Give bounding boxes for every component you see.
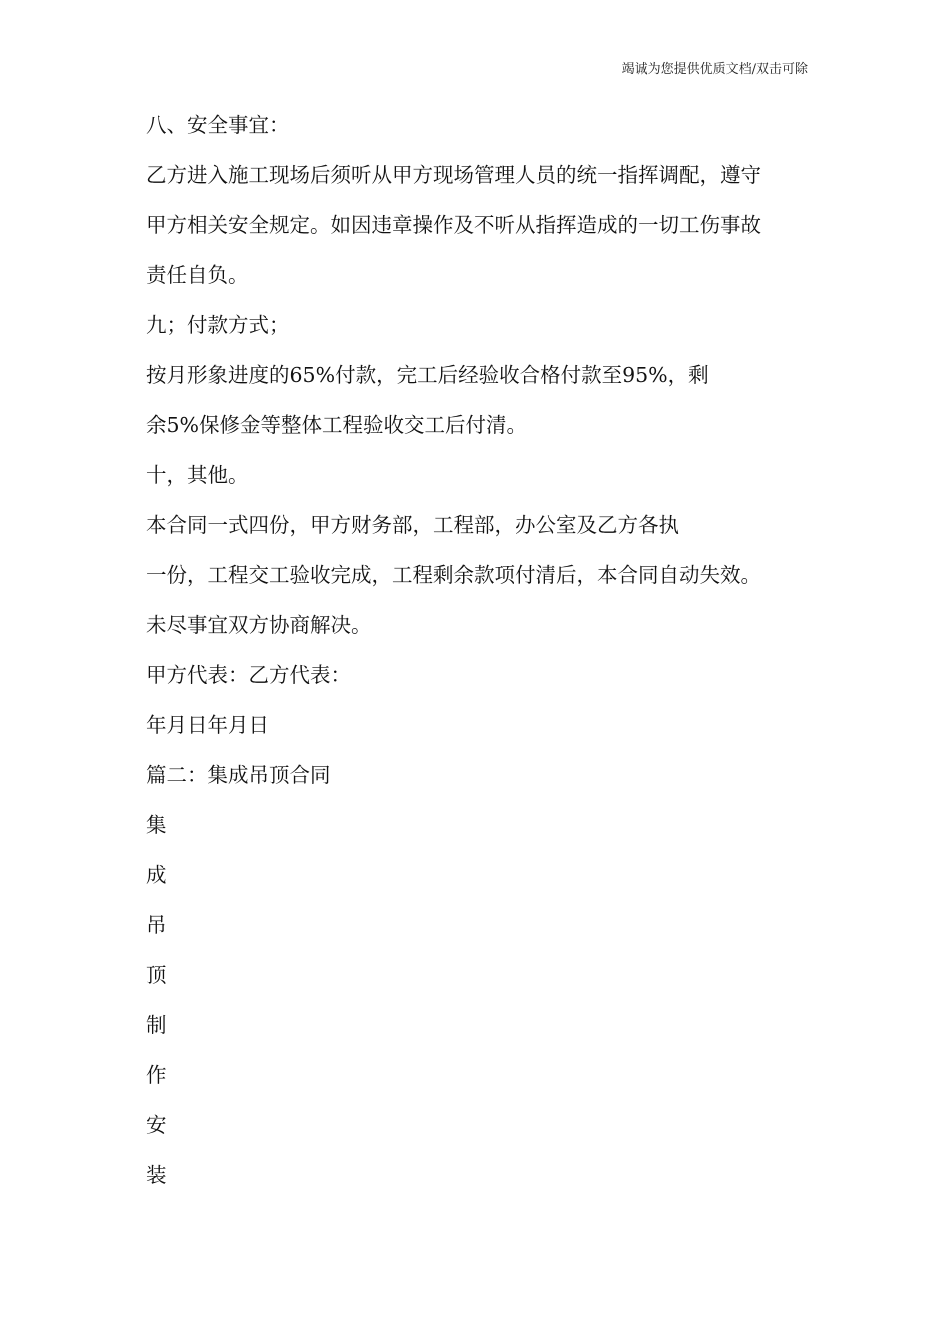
vertical-title-char: 吊 — [146, 913, 167, 937]
header-note: 竭诚为您提供优质文档/双击可除 — [621, 62, 808, 77]
paragraph-line: 本合同一式四份，甲方财务部，工程部，办公室及乙方各执 — [146, 513, 679, 537]
paragraph-line: 按月形象进度的65%付款，完工后经验收合格付款至95%，剩 — [146, 363, 709, 387]
section-10-heading: 十，其他。 — [146, 463, 249, 487]
document-body — [146, 100, 816, 1200]
vertical-title-char: 顶 — [146, 963, 167, 987]
vertical-title-char: 集 — [146, 813, 167, 837]
vertical-title-char: 装 — [146, 1163, 167, 1187]
paragraph-line: 甲方相关安全规定。如因违章操作及不听从指挥造成的一切工伤事故 — [146, 213, 761, 237]
paragraph-line: 余5%保修金等整体工程验收交工后付清。 — [146, 413, 528, 437]
vertical-title-char: 安 — [146, 1113, 167, 1137]
section-8-heading: 八、安全事宜： — [146, 113, 290, 137]
signature-line: 甲方代表：乙方代表： — [146, 663, 351, 687]
paragraph-line: 乙方进入施工现场后须听从甲方现场管理人员的统一指挥调配，遵守 — [146, 163, 761, 187]
paragraph-line: 责任自负。 — [146, 263, 249, 287]
vertical-title-char: 制 — [146, 1013, 167, 1037]
section-9-heading: 九；付款方式； — [146, 313, 290, 337]
paragraph-line: 一份，工程交工验收完成，工程剩余款项付清后，本合同自动失效。 — [146, 563, 761, 587]
part-2-title: 篇二：集成吊顶合同 — [146, 763, 331, 787]
vertical-title-char: 成 — [146, 863, 167, 887]
vertical-title-char: 作 — [146, 1063, 167, 1087]
date-line: 年月日年月日 — [146, 713, 269, 737]
paragraph-line: 未尽事宜双方协商解决。 — [146, 613, 372, 637]
